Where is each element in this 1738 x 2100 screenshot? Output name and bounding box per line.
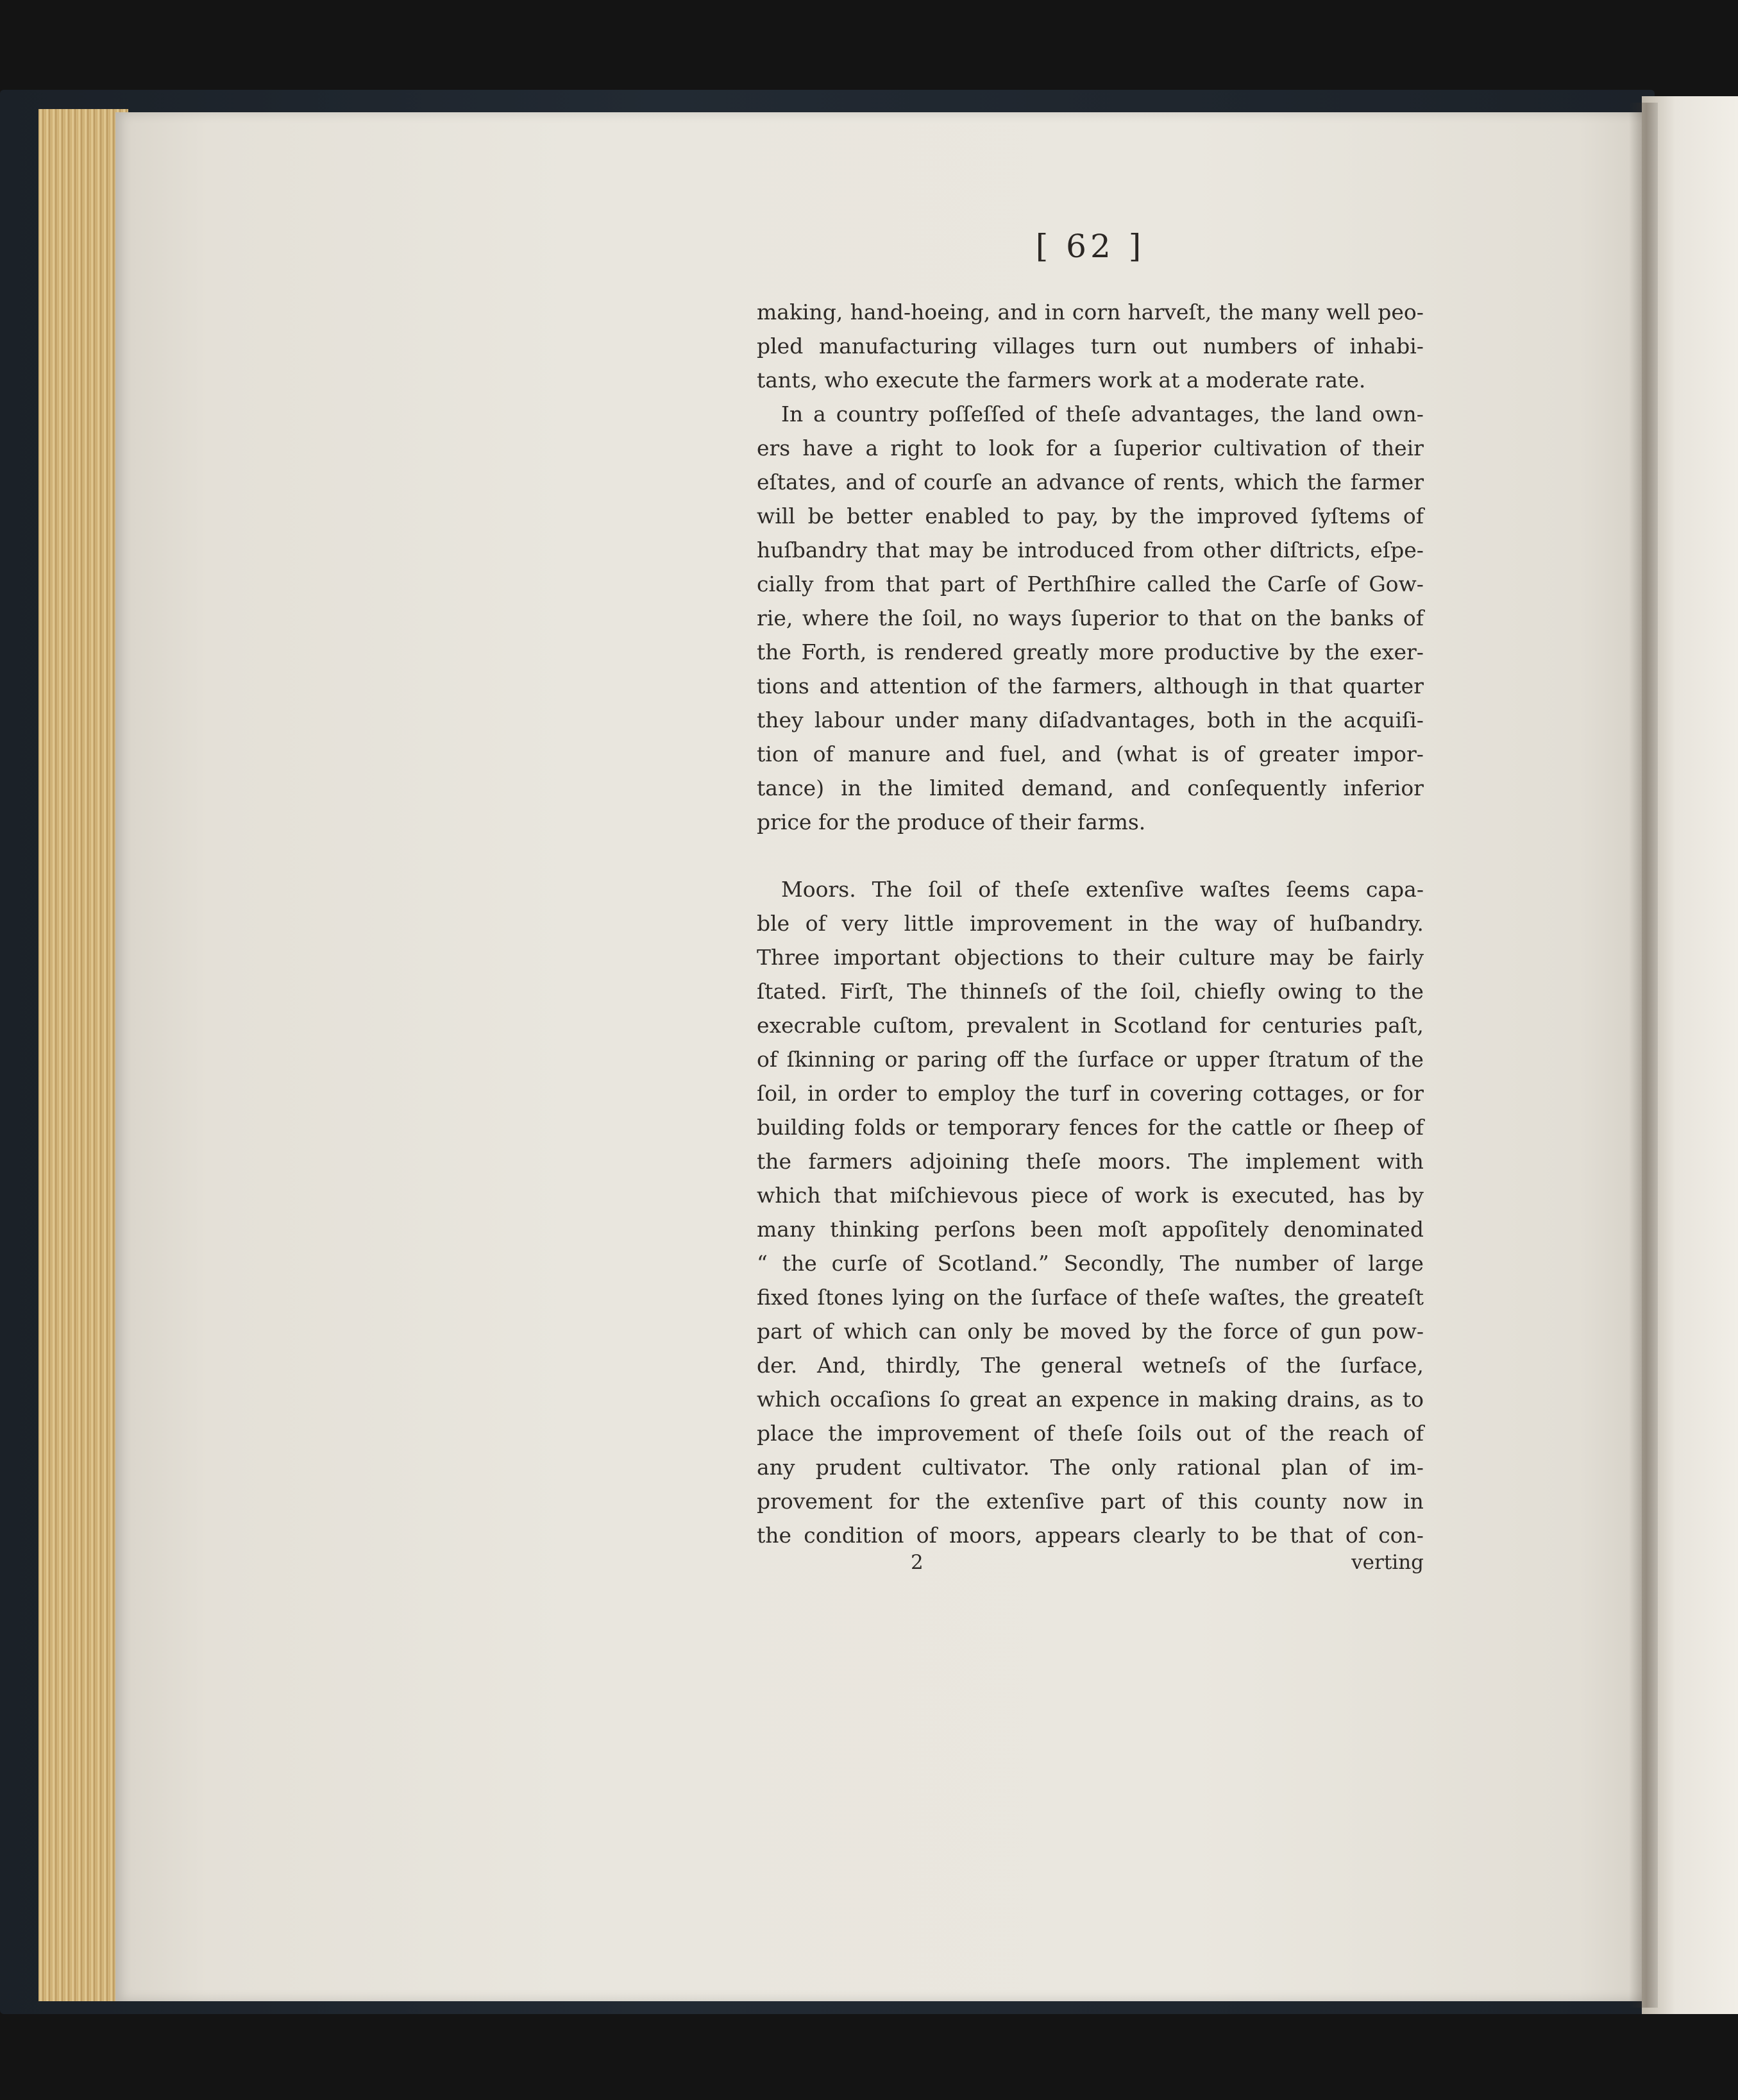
text-line: part of which can only be moved by the force of gun pow-: [757, 1319, 1424, 1344]
text-line: price for the produce of their farms.: [757, 809, 1146, 834]
text-line: tance) in the limited demand, and conſequently inferior: [757, 775, 1424, 800]
paragraph-gap: [757, 839, 1424, 872]
text-line: any prudent cultivator. The only rational plan of im-: [757, 1455, 1424, 1480]
text-line: tions and attention of the farmers, although in that quarter: [757, 673, 1424, 699]
text-line: provement for the extenſive part of this county now in: [757, 1489, 1424, 1514]
text-line: rie, where the ſoil, no ways ſuperior to that on the banks of: [757, 605, 1424, 631]
text-line: tion of manure and fuel, and (what is of greater impor-: [757, 741, 1424, 766]
text-line: der. And, thirdly, The general wetneſs of the ſurface,: [757, 1353, 1424, 1378]
text-line: ſtated. Firſt, The thinneſs of the ſoil, chiefly owing to the: [757, 979, 1424, 1004]
text-line: In a country poſſeſſed of theſe advantages, the land own-: [781, 402, 1424, 427]
text-line: place the improvement of theſe ſoils out of the reach of: [757, 1421, 1424, 1446]
text-line: making, hand-hoeing, and in corn harveſt, the many well peo-: [757, 300, 1424, 325]
text-line: the Forth, is rendered greatly more productive by the exer-: [757, 639, 1424, 665]
text-line: eſtates, and of courſe an advance of rents, which the farmer: [757, 470, 1424, 495]
text-line: which occaſions ſo great an expence in making drains, as to: [757, 1387, 1424, 1412]
book-gutter: [1629, 103, 1658, 2008]
page-footer: [757, 1551, 1424, 1583]
text-line: ers have a right to look for a ſuperior cultivation of their: [757, 436, 1424, 461]
text-line: ſoil, in order to employ the turf in covering cottages, or for: [757, 1081, 1424, 1106]
text-line: “ the curſe of Scotland.” Secondly, The number of large: [757, 1251, 1424, 1276]
text-line: will be better enabled to pay, by the improved ſyſtems of: [757, 504, 1424, 529]
text-line: the farmers adjoining theſe moors. The implement with: [757, 1149, 1424, 1174]
text-line: tants, who execute the farmers work at a moderate rate.: [757, 368, 1366, 393]
text-line: fixed ſtones lying on the ſurface of theſe waſtes, the greateſt: [757, 1285, 1424, 1310]
text-line: huſbandry that may be introduced from other diſtricts, eſpe-: [757, 538, 1424, 563]
text-line: Moors. The ſoil of theſe extenſive waſtes ſeems capa-: [781, 877, 1424, 902]
text-line: of ſkinning or paring off the ſurface or upper ſtratum of the: [757, 1047, 1424, 1072]
text-line: many thinking perſons been moſt appoſitely denominated: [757, 1217, 1424, 1242]
body-text: [757, 295, 1424, 1552]
text-line: they labour under many diſadvantages, both in the acquiſi-: [757, 707, 1424, 732]
catchword: verting: [1351, 1551, 1424, 1574]
text-line: ble of very little improvement in the way of huſbandry.: [757, 911, 1424, 936]
text-line: cially from that part of Perthſhire called the Carſe of Gow-: [757, 572, 1424, 597]
text-line: which that miſchievous piece of work is executed, has by: [757, 1183, 1424, 1208]
page-edges: [38, 109, 128, 2001]
text-line: pled manufacturing villages turn out numbers of inhabi-: [757, 334, 1424, 359]
text-line: building folds or temporary fences for the cattle or ſheep of: [757, 1115, 1424, 1140]
page-number-header: [ 62 ]: [1035, 228, 1145, 265]
signature-mark: 2: [911, 1551, 924, 1574]
text-line: Three important objections to their culture may be fairly: [757, 945, 1424, 970]
text-line: execrable cuſtom, prevalent in Scotland for centuries paſt,: [757, 1013, 1424, 1038]
text-line: the condition of moors, appears clearly to be that of con-: [757, 1523, 1424, 1548]
